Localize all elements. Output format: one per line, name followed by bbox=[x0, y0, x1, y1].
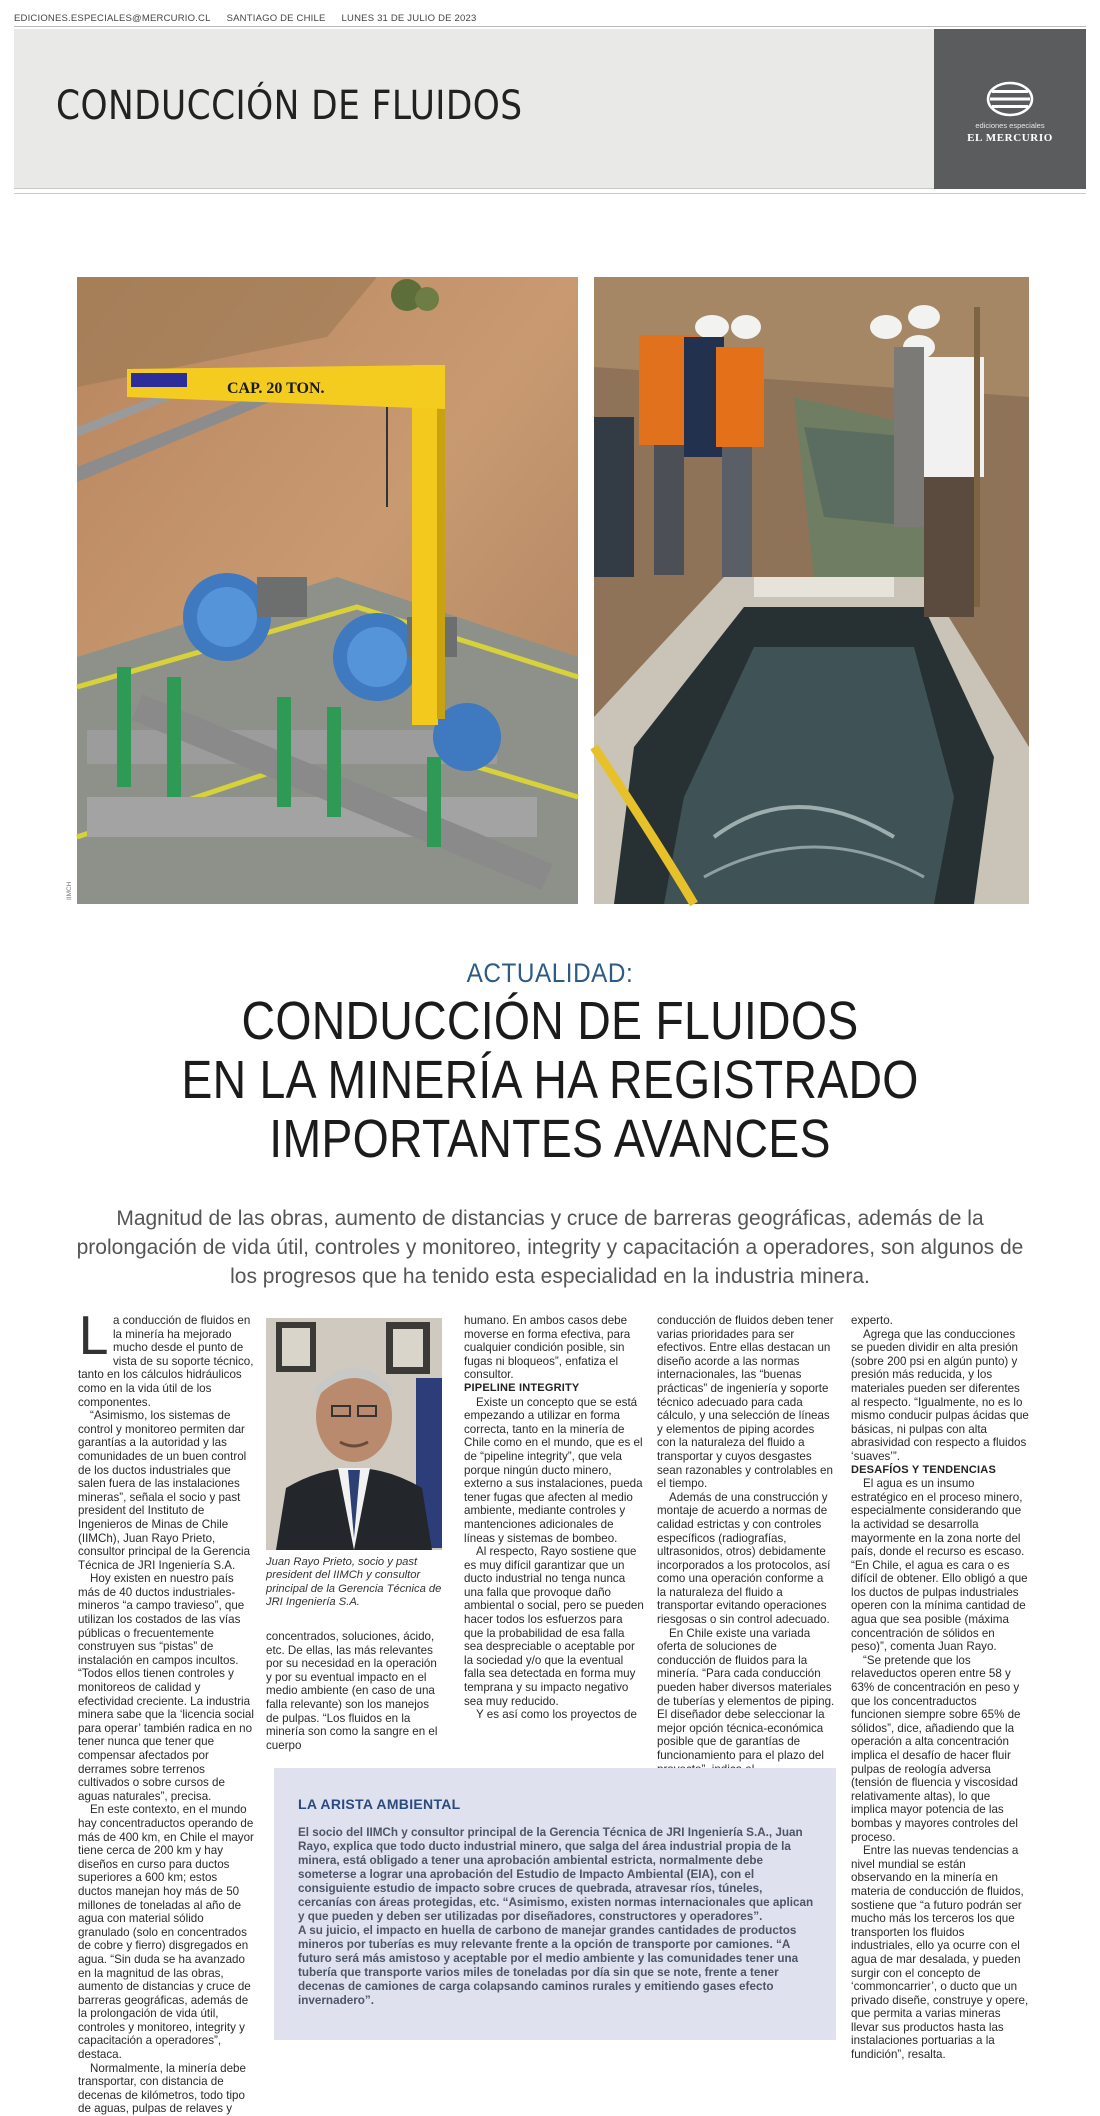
sidebar-body bbox=[298, 1826, 814, 2008]
body-column-2 bbox=[266, 1630, 442, 1752]
logo-subtitle: ediciones especiales bbox=[975, 121, 1045, 130]
meta-divider bbox=[14, 26, 1086, 27]
subhead-pipeline-integrity: PIPELINE INTEGRITY bbox=[464, 1381, 580, 1394]
body-column-4 bbox=[657, 1314, 835, 1776]
dropcap: L bbox=[78, 1307, 107, 1367]
body-column-1 bbox=[78, 1307, 254, 2116]
body-paragraph: Normalmente, la minería debe transportar, con distancia de decenas de kilómetros, todo tipo de aguas, pulpas de relaves y bbox=[78, 2061, 246, 2116]
edition-email[interactable]: EDICIONES.ESPECIALES@MERCURIO.CL bbox=[14, 12, 211, 24]
sidebar-paragraph: El socio del IIMCh y consultor principal de la Gerencia Técnica de JRI Ingeniería S.A., Juan Rayo, explica que todo ducto industrial minero, que salga del área industrial propia de la minera, está obligado a tener una aprobación ambiental estricta, normalmente debe someterse a lograr una aprobación del Estudio de Impacto Ambiental (EIA), con el consiguiente estudio de impacto sobre cruces de quebrada, atravesar ríos, túneles, cercanías con áreas protegidas, etc. “Asimismo, existen normas internacionales que aplican y que pueden y deben ser utilizadas por diseñadores, constructores y operadores”. bbox=[298, 1826, 814, 1923]
sidebar-title: LA ARISTA AMBIENTAL bbox=[298, 1796, 461, 1812]
body-paragraph: El agua es un insumo estratégico en el proceso minero, especialmente considerando que la actividad se desarrolla mayormente en la zona norte del país, donde el recurso es escaso. “En Chile, el agua es cara o es difícil de obtener. Ello obligó a que los ductos de pulpas industriales operen con la mínima cantidad de agua que sea posible (máxima concentración de sólidos en peso)”, comenta Juan Rayo. bbox=[851, 1477, 1028, 1654]
body-paragraph: humano. En ambos casos debe moverse en forma efectiva, para cualquier condición posible, sin fugas ni bloqueos”, enfatiza el consultor. bbox=[464, 1314, 631, 1382]
portrait-caption: Juan Rayo Prieto, socio y past president del IIMCh y consultor principal de la Gerencia Técnica de JRI Ingeniería S.A. bbox=[266, 1556, 442, 1609]
photo-pumping-station bbox=[77, 277, 578, 904]
body-paragraph: conducción de fluidos deben tener varias prioridades para ser efectivos. Entre ellas destacan un diseño acorde a las normas internacionales, las “buenas prácticas” de ingeniería y soporte técnico adecuado para cada cálculo, y una selección de líneas y elementos de piping acordes con la naturaleza del fluido a transportar y cuyos desgastes sean razonables y controlables en el tiempo. bbox=[657, 1314, 834, 1491]
body-paragraph: “Se pretende que los relaveductos operen entre 58 y 63% de concentración en peso y que los concentraductos funcionen siempre sobre 65% de sólidos”, dice, añadiendo que la operación a alta concentración implica el desafío de hacer fluir pulpas de reología adversa (tensión de fluencia y viscosidad relativamente altas), lo que implica mayor potencia de las bombas y mayores controles del proceso. bbox=[851, 1653, 1021, 1844]
el-mercurio-logo[interactable] bbox=[934, 29, 1086, 189]
headline-line-3: IMPORTANTES AVANCES bbox=[269, 1109, 831, 1169]
mercurio-emblem-icon bbox=[986, 81, 1034, 117]
sidebar-arista-ambiental bbox=[274, 1768, 836, 2040]
edition-city: SANTIAGO DE CHILE bbox=[226, 12, 326, 24]
headline-line-1: CONDUCCIÓN DE FLUIDOS bbox=[241, 991, 859, 1051]
headline-line-2: EN LA MINERÍA HA REGISTRADO bbox=[181, 1050, 919, 1110]
body-column-3 bbox=[464, 1314, 644, 1722]
article-kicker: ACTUALIDAD: bbox=[466, 958, 634, 988]
crane-sign-text: CAP. 20 TON. bbox=[227, 380, 325, 397]
body-paragraph: Además de una construcción y montaje de acuerdo a normas de calidad estrictas y con controles específicos (radiografías, ultrasonidos, otros) debidamente incorporados a los protocolos, así como una operación conforme a la naturaleza del fluido a transportar evitando operaciones riesgosas o sin control adecuado. bbox=[657, 1490, 831, 1627]
section-title: CONDUCCIÓN DE FLUIDOS bbox=[56, 83, 523, 129]
portrait-juan-rayo bbox=[266, 1318, 442, 1550]
body-paragraph: Al respecto, Rayo sostiene que es muy difícil garantizar que un ducto industrial no tenga nunca una falla que provoque daño ambiental o social, pero se pueden hacer todos los esfuerzos para que la probabilidad de esa falla sea despreciable o aceptable por la sociedad y/o que la eventual falla sea detectada en forma muy temprana y su impacto negativo sea muy reducido. bbox=[464, 1545, 644, 1708]
body-paragraph: “Asimismo, los sistemas de control y monitoreo permiten dar garantías a la autoridad y las comunidades de un buen control de los ductos industriales que salen fuera de las instalaciones mineras”, señala el socio y past president del Instituto de Ingenieros de Minas de Chile (IIMCh), Juan Rayo Prieto, consultor principal de la Gerencia Técnica de JRI Ingeniería S.A. bbox=[78, 1409, 251, 1572]
edition-date: LUNES 31 DE JULIO DE 2023 bbox=[341, 12, 477, 24]
body-paragraph: experto. bbox=[851, 1314, 893, 1327]
article-headline bbox=[77, 992, 1023, 1169]
body-paragraph: concentrados, soluciones, ácido, etc. De ellas, las más relevantes por su necesidad en la operación y por su eventual impacto en el medio ambiente (en caso de una falla relevante) son los manejos de pulpas. “Los fluidos en la minería son como la sangre en el cuerpo bbox=[266, 1630, 438, 1752]
body-paragraph: En Chile existe una variada oferta de soluciones de conducción de fluidos para la minería. “Para cada conducción pueden haber diversos materiales de tuberías y elementos de piping. El diseñador debe seleccionar la mejor opción técnica-económica posible que de garantías de funcionamiento para el plazo del bbox=[657, 1626, 835, 1762]
subhead-desafios-tendencias: DESAFÍOS Y TENDENCIAS bbox=[851, 1463, 996, 1476]
sidebar-paragraph: A su juicio, el impacto en huella de carbono de manejar grandes cantidades de productos mineros por tuberías es muy relevante frente a la opción de transporte por camiones. “A futuro será más amistoso y aceptable por el medio ambiente y las comunidades tener una tubería que transporte varios miles de toneladas por día sin que se note, frente a tener decenas de camiones de carga colapsando caminos rurales y emitiendo gases efecto invernadero”. bbox=[298, 1924, 799, 2007]
logo-name: EL MERCURIO bbox=[967, 132, 1053, 144]
photo-credit: IIMCH bbox=[66, 881, 73, 900]
body-paragraph: La conducción de fluidos en la minería ha mejorado mucho desde el punto de vista de su soporte técnico, tanto en los cálculos hidráulicos como en la vida útil de los componentes. bbox=[78, 1307, 254, 1409]
body-paragraph: Entre las nuevas tendencias a nivel mundial se están observando en la minería en materia de conducción de fluidos, sostiene que “a futuro podrán ser mucho más los terceros los que transporten los fluidos industriales, ello ya ocurre con el agua de mar desalada, y pueden surgir con el concepto de ‘commoncarrier’, o ducto que un privado diseñe, construye y opere, que permita a varias mineras llevar sus productos hasta las instalaciones portuarias a la fundición”, resalta. bbox=[851, 1844, 1029, 2062]
body-paragraph: Agrega que las conducciones se pueden dividir en alta presión (sobre 200 psi en algún punto) y presión más reducida, y los materiales pueden ser diferentes al respecto. “Igualmente, no es lo mismo conducir pulpas ácidas que básicas, ni pulpas con alta abrasividad con respecto a fluidos ‘suaves’”. bbox=[851, 1327, 1029, 1463]
photo-water-channel bbox=[594, 277, 1029, 904]
banner-divider bbox=[14, 193, 1086, 194]
body-paragraph: Existe un concepto que se está empezando a utilizar en forma correcta, tanto en la minería de Chile como en el mundo, que es el de “pipeline integrity”, que vela porque ningún ducto minero, externo a sus instalaciones, pueda tener fugas que afecten al medio ambiente, mediante controles y mantenciones adicionales de líneas y sistemas de bombeo. bbox=[464, 1395, 643, 1545]
edition-meta bbox=[14, 10, 1086, 26]
body-paragraph: Hoy existen en nuestro país más de 40 ductos industriales-mineros “a campo travieso”, que utilizan los costados de las vías públicas o frecuentemente construyen sus “pistas” de instalación en campos incultos. “Todos ellos tienen controles y monitoreos de calidad y efectividad creciente. La industria minera sabe que la ‘licencia social para operar’ también radica en no tener nunca que tener que compensar afectados por derrames sobre terrenos cultivados o sobre cursos de aguas naturales”, precisa. bbox=[78, 1572, 254, 1803]
body-paragraph: Y es así como los proyectos de bbox=[476, 1708, 637, 1722]
section-banner bbox=[14, 29, 1086, 189]
body-column-5 bbox=[851, 1314, 1029, 2062]
article-deck: Magnitud de las obras, aumento de distancias y cruce de barreras geográficas, además de la prolongación de vida útil, controles y monitoreo, integrity y capacitación a operadores, son algunos de los progresos que ha tenido esta especialidad en la industria minera. bbox=[76, 1207, 1024, 1288]
body-paragraph: En este contexto, en el mundo hay concentraductos operando de más de 400 km, en Chile el mayor tiene cerca de 200 km y hay diseños en curso para ductos superiores a 600 km; estos ductos manejan hoy más de 50 millones de toneladas al año de agua con material sólido granulado (solo en concentrados de cobre y fierro) disgregados en agua. “Sin duda se ha avanzado en la magnitud de las obras, aumento de distancias y cruce de barreras geográficas, además de la prolongación de vida útil, controles y monitoreo, integrity y capacitación a operadores”, destaca. bbox=[78, 1803, 254, 2062]
